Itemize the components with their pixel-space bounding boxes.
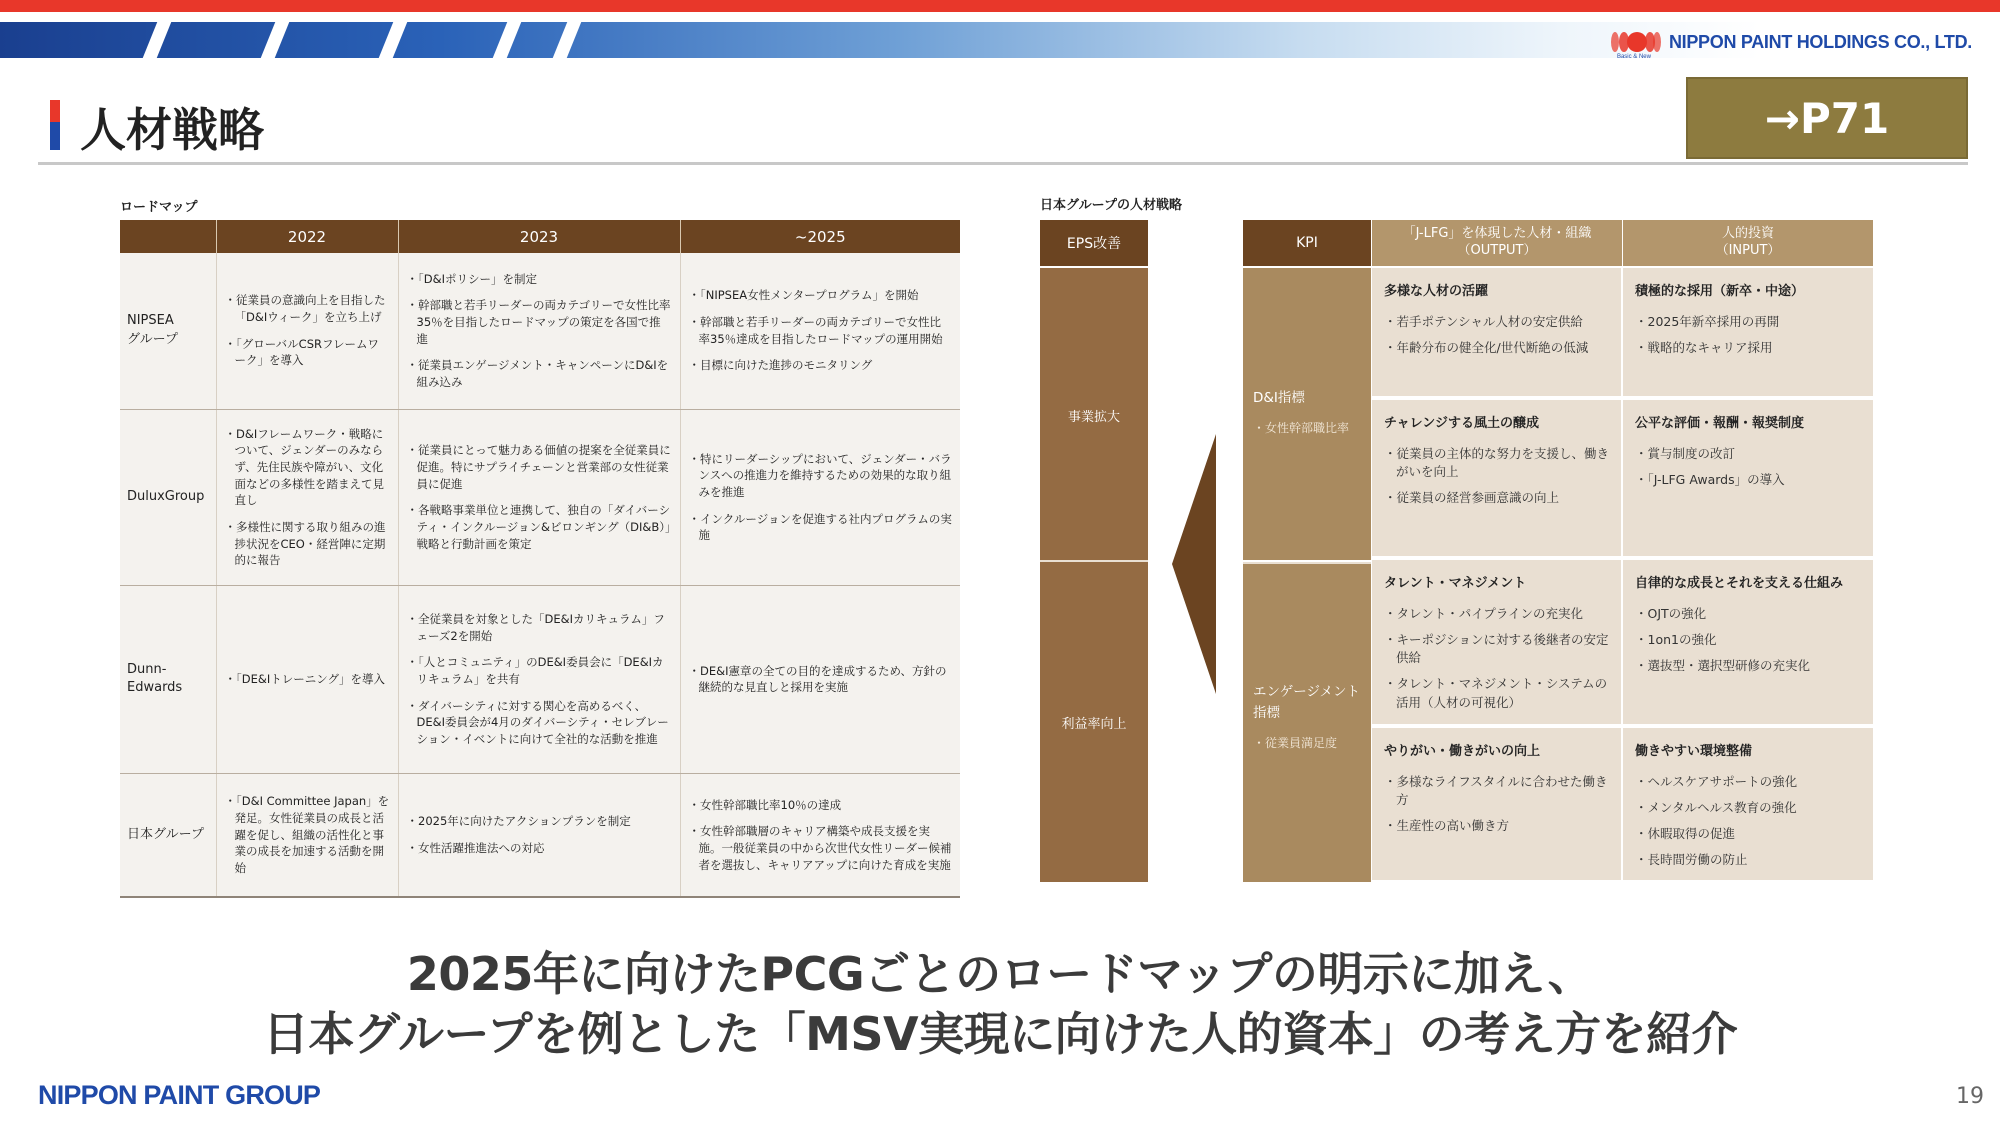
roadmap-item: ・各戦略事業単位と連携して、独自の「ダイバーシティ・インクルージョン&ビロンギング（DI&B）」戦略と行動計画を策定 [406,503,671,551]
strategy-cell [1623,268,1873,398]
roadmap-item: ・「グローバルCSRフレームワーク」を導入 [224,336,380,368]
strategy-cell-item: ・長時間労働の防止 [1635,852,1748,868]
key-message-line2: 日本グループを例とした「MSV実現に向けた人的資本」の考え方を紹介 [262,1007,1738,1061]
roadmap-cell [680,253,960,409]
strategy-cell-item: ・若手ポテンシャル人材の安定供給 [1384,314,1583,329]
strategy-cell-title: 積極的な採用（新卒・中途） [1635,284,1805,299]
roadmap-item: ・D&Iフレームワーク・戦略について、ジェンダーのみならず、先住民族や障がい、文化面などの多様性を踏まえて見直し [224,426,384,508]
left-arrow-icon [1172,434,1216,694]
roadmap-cell [216,253,398,409]
roadmap-cell [398,253,680,409]
roadmap-col-2025: ~2025 [680,220,960,253]
strategy-cell-item: ・1on1の強化 [1635,632,1717,648]
roadmap-item: ・インクルージョンを促進する社内プログラムの実施 [688,511,952,543]
nippon-paint-mark-icon [1609,28,1663,60]
roadmap-cell [398,773,680,897]
kpi-engagement-indicator [1243,562,1371,882]
strategy-label: 日本グループの人材戦略 [1040,198,1182,213]
roadmap-item: ・従業員の意識向上を目指した「D&Iウィーク」を立ち上げ [224,293,386,325]
strategy-cell-item: ・従業員の経営参画意識の向上 [1384,490,1560,506]
roadmap-row-group: 日本グループ [120,773,216,897]
strategy-cell-item: ・メンタルヘルス教育の強化 [1635,800,1797,816]
strategy-cell-title: 公平な評価・報酬・報奨制度 [1635,416,1805,431]
roadmap-item: ・全従業員を対象とした「DE&Iカリキュラム」フェーズ2を開始 [406,612,665,643]
strategy-cell-item: ・年齢分布の健全化/世代断絶の低減 [1384,340,1589,356]
roadmap-item: ・女性幹部職層のキャリア構築や成長支援を実施。一般従業員の中から次世代女性リーダー候補者を選抜し、キャリアアップに向けた育成を実施 [688,824,952,872]
strategy-cell-item: ・キーポジションに対する後継者の安定供給 [1384,632,1609,666]
roadmap-cell [680,773,960,897]
strategy-cell [1372,560,1622,726]
eps-business-expansion: 事業拡大 [1067,410,1120,425]
roadmap-row-group: Dunn- Edwards [120,585,216,773]
roadmap-cell [216,773,398,897]
output-header-line1: 「J-LFG」を体現した人材・組織 [1402,226,1592,242]
roadmap-item: ・「NIPSEA女性メンタープログラム」を開始 [688,288,919,303]
roadmap-item: ・従業員エンゲージメント・キャンペーンにD&Iを組み込み [406,358,669,390]
strategy-cell [1623,560,1873,726]
strategy-cell-item: ・多様なライフスタイルに合わせた働き方 [1384,774,1608,808]
kpi-di-title: D&I指標 [1253,390,1305,406]
roadmap-cell [680,585,960,773]
strategy-cell [1372,728,1622,882]
strategy-cell-item: ・従業員の主体的な努力を支援し、働きがいを向上 [1384,446,1610,480]
strategy-cell-item: ・生産性の高い働き方 [1384,818,1510,834]
roadmap-item: ・「DE&Iトレーニング」を導入 [224,672,385,687]
strategy-cell-title: 多様な人材の活躍 [1384,284,1489,299]
company-tagline: Basic & New [1616,54,1651,60]
roadmap-item: ・従業員にとって魅力ある価値の提案を全従業員に促進。特にサプライチェーンと営業部の女性従業員に促進 [406,443,671,491]
roadmap-item: ・「D&Iポリシー」を制定 [406,271,537,286]
roadmap-item: ・多様性に関する取り組みの進捗状況をCEO・経営陣に定期的に報告 [224,519,386,568]
roadmap-row-group: NIPSEA グループ [120,253,216,409]
roadmap-row [120,253,960,409]
eps-column [1040,268,1148,882]
roadmap-label: ロードマップ [120,200,198,215]
roadmap-row-group: DuluxGroup [120,409,216,585]
roadmap-cell [398,409,680,585]
roadmap-item: ・「人とコミュニティ」のDE&I委員会に「DE&Iカリキュラム」を共有 [406,655,664,687]
input-header-line2: （INPUT） [1715,243,1781,258]
roadmap-item: ・幹部職と若手リーダーの両カテゴリーで女性比率35％を目指したロードマップの策定を各国で推進 [406,298,671,346]
strategy-cell-item: ・タレント・パイプラインの充実化 [1384,606,1583,621]
strategy-cell-title: チャレンジする風土の醸成 [1384,416,1539,431]
roadmap-cell [216,585,398,773]
roadmap-row [120,585,960,773]
strategy-cell-item: ・ヘルスケアサポートの強化 [1635,774,1798,789]
strategy-cell [1623,400,1873,558]
strategy-cell-title: 働きやすい環境整備 [1635,744,1753,759]
eps-divider [1040,560,1148,562]
output-header [1372,220,1622,266]
strategy-cell-title: タレント・マネジメント [1384,576,1527,591]
kpi-engagement-sub: ・従業員満足度 [1253,735,1338,750]
strategy-cell-item: ・タレント・マネジメント・システムの活用（人材の可視化） [1384,676,1608,710]
strategy-cell-item: ・休暇取得の促進 [1635,826,1736,842]
roadmap-item: ・特にリーダーシップにおいて、ジェンダー・バランスへの推進力を維持するための効果的な取り組みを推進 [688,451,952,499]
roadmap-table [120,220,960,898]
roadmap-item: ・幹部職と若手リーダーの両カテゴリーで女性比率35％達成を目指したロードマップの運用開始 [688,315,943,346]
roadmap-item: ・目標に向けた進捗のモニタリング [688,358,873,373]
input-header [1623,220,1873,266]
strategy-cell [1372,268,1622,398]
top-red-bar [0,0,2000,12]
roadmap-item: ・「D&I Committee Japan」を発足。女性従業員の成長と活躍を促し、組織の活性化と事業の成長を加速する活動を開始 [224,794,390,876]
company-name: NIPPON PAINT HOLDINGS CO., LTD. [1668,31,1972,52]
kpi-header: KPI [1243,220,1371,266]
strategy-cell-item: ・2025年新卒採用の再開 [1635,314,1780,329]
roadmap-corner [120,220,216,253]
strategy-cell [1623,728,1873,882]
roadmap-col-2023: 2023 [398,220,680,253]
title-accent-bar [50,100,60,150]
roadmap-cell [216,409,398,585]
title-divider [38,162,1968,165]
roadmap-item: ・ダイバーシティに対する関心を高めるべく、DE&I委員会が4月のダイバーシティ・セレブレーション・イベントに向けて全社的な活動を推進 [406,698,669,747]
strategy-cell-item: ・戦略的なキャリア採用 [1635,340,1773,356]
strategy-cell [1372,400,1622,558]
eps-margin-improvement: 利益率向上 [1061,717,1127,732]
output-header-line2: （OUTPUT） [1457,243,1537,258]
roadmap-row [120,409,960,585]
strategy-cell-item: ・賞与制度の改訂 [1635,446,1736,461]
strategy-cell-item: ・「J-LFG Awards」の導入 [1635,472,1785,488]
roadmap-item: ・2025年に向けたアクションプランを制定 [406,814,631,829]
strategy-cell-item: ・OJTの強化 [1635,606,1707,621]
input-header-line1: 人的投資 [1721,226,1774,242]
page-number: 19 [1956,1084,1984,1109]
roadmap-cell [398,585,680,773]
kpi-di-indicator [1243,268,1371,560]
page-title: 人材戦略 [80,103,264,157]
roadmap-item: ・女性活躍推進法への対応 [406,841,545,856]
page-reference-badge: →P71 [1686,77,1968,159]
eps-header: EPS改善 [1040,220,1148,266]
roadmap-col-2022: 2022 [216,220,398,253]
footer-logo: NIPPON PAINT GROUP [38,1080,321,1110]
key-message-line1: 2025年に向けたPCGごとのロードマップの明示に加え、 [406,947,1594,1001]
strategy-cell-item: ・選抜型・選択型研修の充実化 [1635,658,1811,674]
kpi-di-sub: ・女性幹部職比率 [1253,420,1350,435]
roadmap-item: ・女性幹部職比率10％の達成 [688,797,842,812]
company-logo [1609,26,1972,58]
roadmap-item: ・DE&I憲章の全ての目的を達成するため、方針の継続的な見直しと採用を実施 [688,663,947,695]
roadmap-header-row [120,220,960,253]
strategy-cell-title: 自律的な成長とそれを支える仕組み [1635,576,1844,591]
strategy-cell-title: やりがい・働きがいの向上 [1384,744,1541,759]
roadmap-cell [680,409,960,585]
roadmap-row [120,773,960,897]
kpi-engagement-title: エンゲージメント 指標 [1253,684,1361,721]
